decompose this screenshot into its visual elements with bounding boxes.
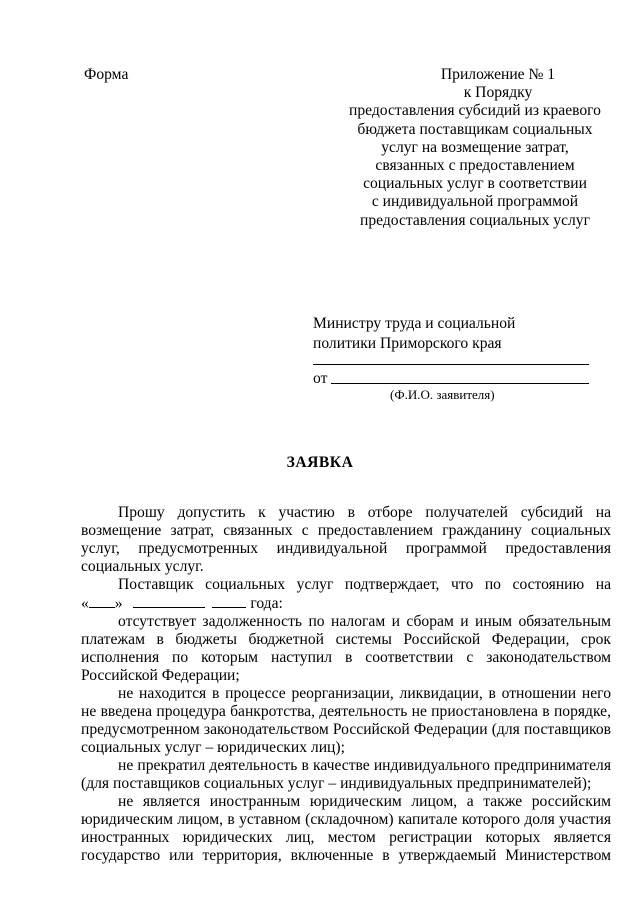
paragraph-line: услуг, предусмотренных индивидуальной программой предоставления xyxy=(81,540,611,557)
paragraph-line: социальных услуг. xyxy=(81,558,204,575)
condition-line: отсутствует задолженность по налогам и сборам и иным обязательным xyxy=(118,613,611,630)
date-year-field[interactable] xyxy=(212,594,246,608)
appendix-line: бюджета поставщикам социальных xyxy=(357,120,593,138)
document-title: ЗАЯВКА xyxy=(286,454,354,471)
from-label: от xyxy=(313,370,328,387)
appendix-line: социальных услуг в соответствии xyxy=(363,175,587,193)
condition-item xyxy=(81,613,611,685)
applicant-fio-field[interactable] xyxy=(331,383,589,384)
appendix-number: Приложение № 1 xyxy=(440,66,556,83)
condition-line: не введена процедура банкротства, деятельность не приостановлена в порядке, xyxy=(81,703,611,720)
condition-item xyxy=(81,685,611,757)
date-month-field[interactable] xyxy=(133,594,205,608)
condition-line: не находится в процессе реорганизации, ликвидации, в отношении него xyxy=(118,685,611,702)
appendix-block xyxy=(330,66,620,230)
addressee-blank-line[interactable] xyxy=(313,364,589,365)
condition-line: социальных услуг – юридических лиц); xyxy=(81,739,345,756)
condition-line: исполнения по которым наступил в соответствии с законодательством xyxy=(81,649,611,666)
date-suffix: года: xyxy=(250,595,283,612)
addressee-line: Министру труда и социальной xyxy=(313,315,516,332)
paragraph-line: возмещение затрат, связанных с предоставлением гражданину социальных xyxy=(81,522,611,539)
condition-line: не является иностранным юридическим лицом, а также российским xyxy=(118,793,611,810)
condition-line: предусмотренном законодательством Российской Федерации (для поставщиков xyxy=(81,721,611,738)
form-label: Форма xyxy=(84,66,129,83)
date-close-quote: » xyxy=(114,595,123,612)
paragraph-line: Прошу допустить к участию в отборе получателей субсидий на xyxy=(118,504,611,521)
request-paragraph xyxy=(81,504,611,576)
condition-line: государство или территория, включенные в утверждаемый Министерством xyxy=(81,847,611,864)
confirmation-paragraph xyxy=(81,576,611,594)
appendix-line: к Порядку xyxy=(463,84,533,102)
appendix-line: предоставления социальных услуг xyxy=(359,211,590,229)
condition-item xyxy=(81,793,611,865)
appendix-line: услуг на возмещение затрат, xyxy=(381,138,569,156)
appendix-line: связанных с предоставлением xyxy=(375,157,575,175)
condition-line: юридическим лицом, в уставном (складочном) капитале которого доля участия xyxy=(81,811,611,828)
fio-caption: (Ф.И.О. заявителя) xyxy=(390,387,495,402)
appendix-line: с индивидуальной программой xyxy=(371,193,579,211)
date-day-field[interactable] xyxy=(89,594,115,608)
condition-line: не прекратил деятельность в качестве индивидуального предпринимателя xyxy=(118,757,611,774)
condition-item xyxy=(81,757,611,793)
document-body xyxy=(81,504,611,865)
condition-line: (для поставщиков социальных услуг – индивидуальных предпринимателей); xyxy=(81,775,592,792)
condition-line: иностранных юридических лиц, местом регистрации которых является xyxy=(81,829,611,846)
appendix-line: предоставления субсидий из краевого xyxy=(349,102,601,120)
condition-line: Российской Федерации; xyxy=(81,667,240,684)
date-open-quote: « xyxy=(81,595,89,612)
condition-line: платежам в бюджеты бюджетной системы Российской Федерации, срок xyxy=(81,631,611,648)
date-line xyxy=(81,594,611,613)
addressee-block xyxy=(313,314,603,354)
paragraph-line: Поставщик социальных услуг подтверждает, что по состоянию на xyxy=(118,576,611,593)
addressee-line: политики Приморского края xyxy=(313,335,502,352)
